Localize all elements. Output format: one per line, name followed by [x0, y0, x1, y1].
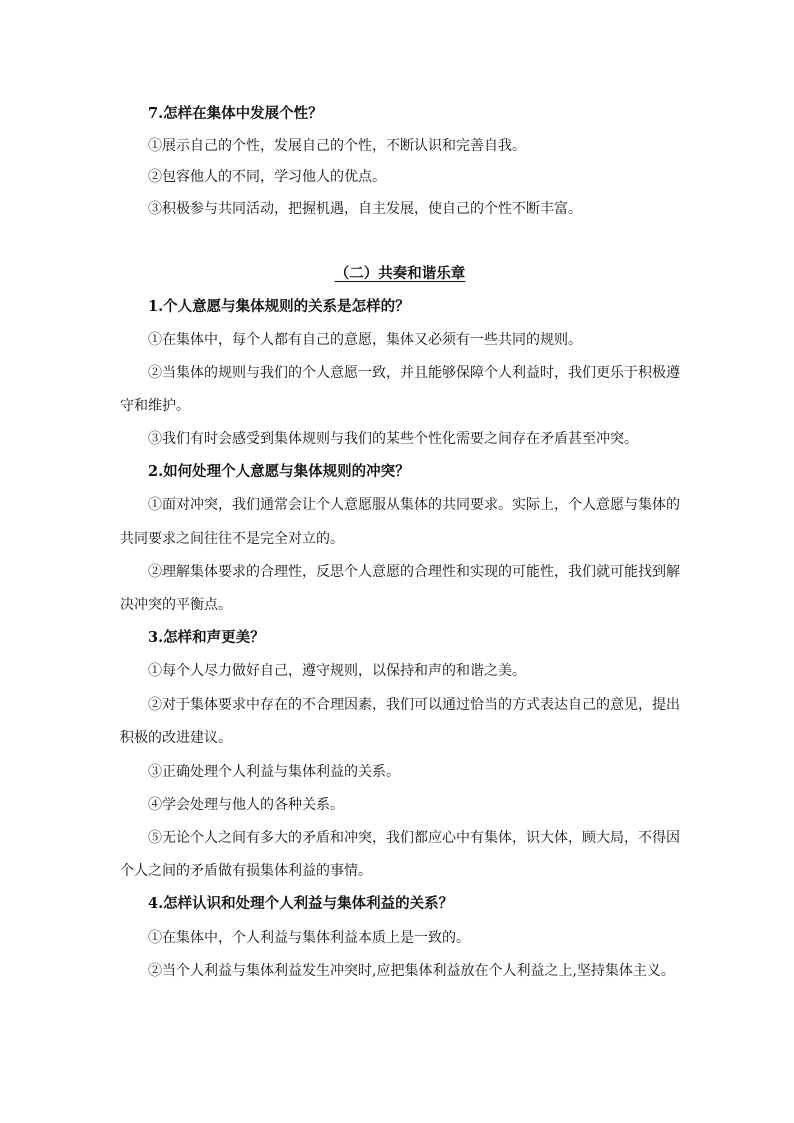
q7-item-2: ②包容他人的不同，学习他人的优点。 — [148, 169, 386, 185]
q3-item-1: ①每个人尽力做好自己，遵守规则，以保持和声的和谐之美。 — [148, 663, 526, 679]
q7-item-1: ①展示自己的个性，发展自己的个性，不断认识和完善自我。 — [148, 138, 526, 154]
q2-item-2-cont: 决冲突的平衡点。 — [120, 597, 232, 613]
q3-item-2: ②对于集体要求中存在的不合理因素，我们可以通过恰当的方式表达自己的意见，提出 — [148, 697, 680, 713]
q1-item-2: ②当集体的规则与我们的个人意愿一致，并且能够保障个人利益时，我们更乐于积极遵 — [148, 365, 680, 381]
q1-item-2-cont: 守和维护。 — [120, 398, 190, 414]
q3-item-5-cont: 个人之间的矛盾做有损集体利益的事情。 — [120, 863, 372, 879]
q3-item-2-cont: 积极的改进建议。 — [120, 730, 232, 746]
q3-item-4: ④学会处理与他人的各种关系。 — [148, 797, 344, 813]
q4-item-2: ②当个人利益与集体利益发生冲突时,应把集体利益放在个人利益之上,坚持集体主义。 — [148, 963, 675, 979]
q2-item-1-cont: 共同要求之间往往不是完全对立的。 — [120, 531, 344, 547]
q1-item-3: ③我们有时会感受到集体规则与我们的某些个性化需要之间存在矛盾甚至冲突。 — [148, 431, 638, 447]
question-1-heading: 1.个人意愿与集体规则的关系是怎样的？ — [148, 298, 410, 315]
question-4-heading: 4.怎样认识和处理个人利益与集体利益的关系？ — [148, 895, 454, 912]
q4-item-1: ①在集体中，个人利益与集体利益本质上是一致的。 — [148, 930, 470, 946]
q2-item-2: ②理解集体要求的合理性，反思个人意愿的合理性和实现的可能性，我们就可能找到解 — [148, 564, 680, 580]
q3-item-3: ③正确处理个人利益与集体利益的关系。 — [148, 764, 400, 780]
section-title — [120, 265, 680, 283]
question-2-heading: 2.如何处理个人意愿与集体规则的冲突？ — [148, 463, 410, 480]
question-7-heading: 7.怎样在集体中发展个性？ — [148, 105, 323, 122]
q7-item-3: ③积极参与共同活动，把握机遇，自主发展，使自己的个性不断丰富。 — [148, 201, 582, 217]
q3-item-5: ⑤无论个人之间有多大的矛盾和冲突，我们都应心中有集体，识大体，顾大局，不得因 — [148, 830, 680, 846]
q1-item-1: ①在集体中，每个人都有自己的意愿，集体又必须有一些共同的规则。 — [148, 332, 582, 348]
q2-item-1: ①面对冲突，我们通常会让个人意愿服从集体的共同要求。实际上，个人意愿与集体的 — [148, 497, 680, 513]
section-title-text: （二）共奏和谐乐章 — [334, 265, 466, 282]
question-3-heading: 3.怎样和声更美？ — [148, 629, 265, 646]
